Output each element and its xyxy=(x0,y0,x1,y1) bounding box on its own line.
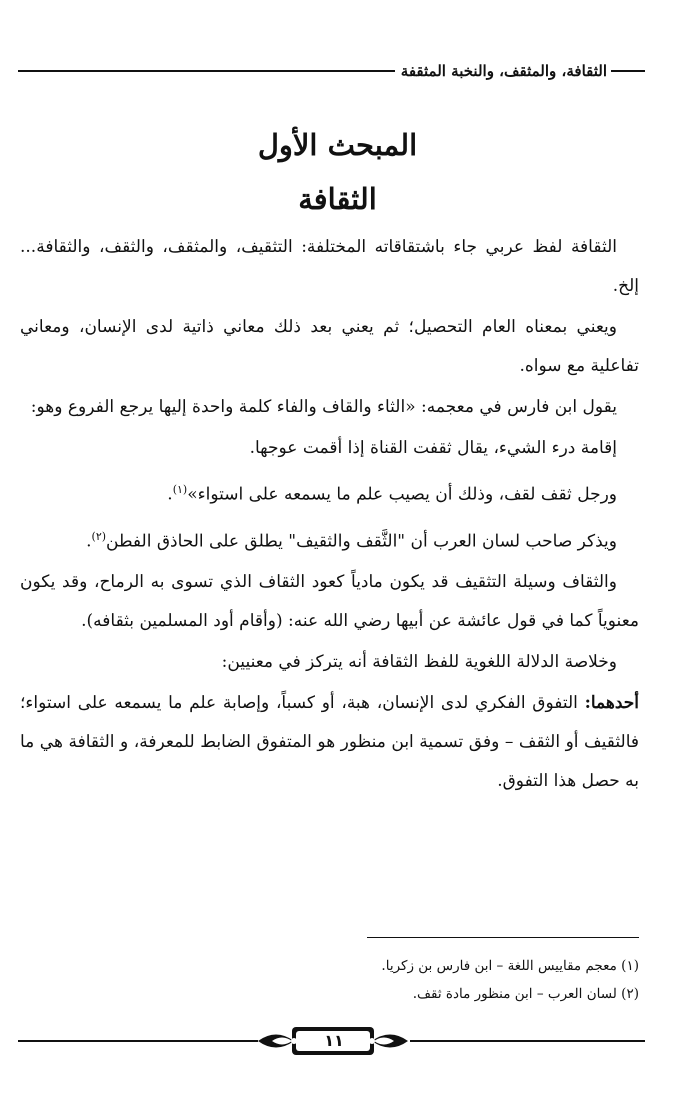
paragraph-3: يقول ابن فارس في معجمه: «الثاء والقاف والفاء كلمة واحدة إليها يرجع الفروع وهو: xyxy=(30,397,617,417)
paragraph-7: والثقاف وسيلة التثقيف قد يكون مادياً كعود الثقاف الذي تسوى به الرماح، وقد يكون معنوياً كما في قول عائشة عن أبيها رضي الله عنه: (وأقام أود المسلمين بثقافه). xyxy=(20,572,639,632)
paragraph-9 xyxy=(20,684,639,801)
header-rule-long xyxy=(18,70,395,72)
section-heading: المبحث الأول xyxy=(257,128,418,162)
paragraph-1: الثقافة لفظ عربي جاء باشتقاقاته المختلفة: التثقيف، والمثقف، والثقف، والثقافة... إلخ. xyxy=(20,237,639,296)
paragraph-6-text: ويذكر صاحب لسان العرب أن "الثَّقف والثقيف" يطلق على الحاذق الفطن xyxy=(106,531,617,552)
paragraph-6-end: . xyxy=(86,531,92,552)
body-text xyxy=(20,228,639,803)
running-header-text: الثقافة، والمثقف، والنخبة المثقفة xyxy=(400,62,607,80)
footer-rule-right xyxy=(410,1040,645,1042)
paragraph-4: إقامة درء الشيء، يقال ثقفت القناة إذا أقمت عوجها. xyxy=(249,438,617,458)
running-header xyxy=(18,60,645,82)
footnotes xyxy=(20,952,639,1008)
header-rule-short xyxy=(611,70,645,72)
footnote-ref-1[interactable]: (١) xyxy=(172,483,188,496)
footnote-separator xyxy=(367,937,639,938)
paragraph-5-end: . xyxy=(167,484,173,505)
footnote-1: (١) معجم مقاييس اللغة – ابن فارس بن زكريا. xyxy=(381,958,639,974)
paragraph-9-lead: أحدهما: xyxy=(584,693,639,714)
page-number: ١١ xyxy=(324,1031,344,1050)
footer-rule-left xyxy=(18,1040,258,1042)
paragraph-5 xyxy=(20,470,639,515)
paragraph-2: ويعني بمعناه العام التحصيل؛ ثم يعني بعد ذلك معاني ذاتية لدى الإنسان، ومعاني تفاعلية مع سواه. xyxy=(20,317,639,376)
topic-heading: الثقافة xyxy=(298,182,377,216)
footnote-2: (٢) لسان العرب – ابن منظور مادة ثقف. xyxy=(412,986,639,1002)
footnote-ref-2[interactable]: (٢) xyxy=(91,529,107,543)
paragraph-5-text: ورجل ثقف لقف، وذلك أن يصيب علم ما يسمعه على استواء» xyxy=(187,484,617,505)
paragraph-6 xyxy=(20,517,639,562)
paragraph-8: وخلاصة الدلالة اللغوية للفظ الثقافة أنه يتركز في معنيين: xyxy=(221,652,617,673)
paragraph-9-text: التفوق الفكري لدى الإنسان، هبة، أو كسباً، وإصابة علم ما يسمعه على استواء؛ فالثقيف أو الثقف – وفق تسمية ابن منظور هو المتفوق الضابط للمعرفة، و الثقافة هي ما به حصل هذا التفوق. xyxy=(20,693,639,792)
